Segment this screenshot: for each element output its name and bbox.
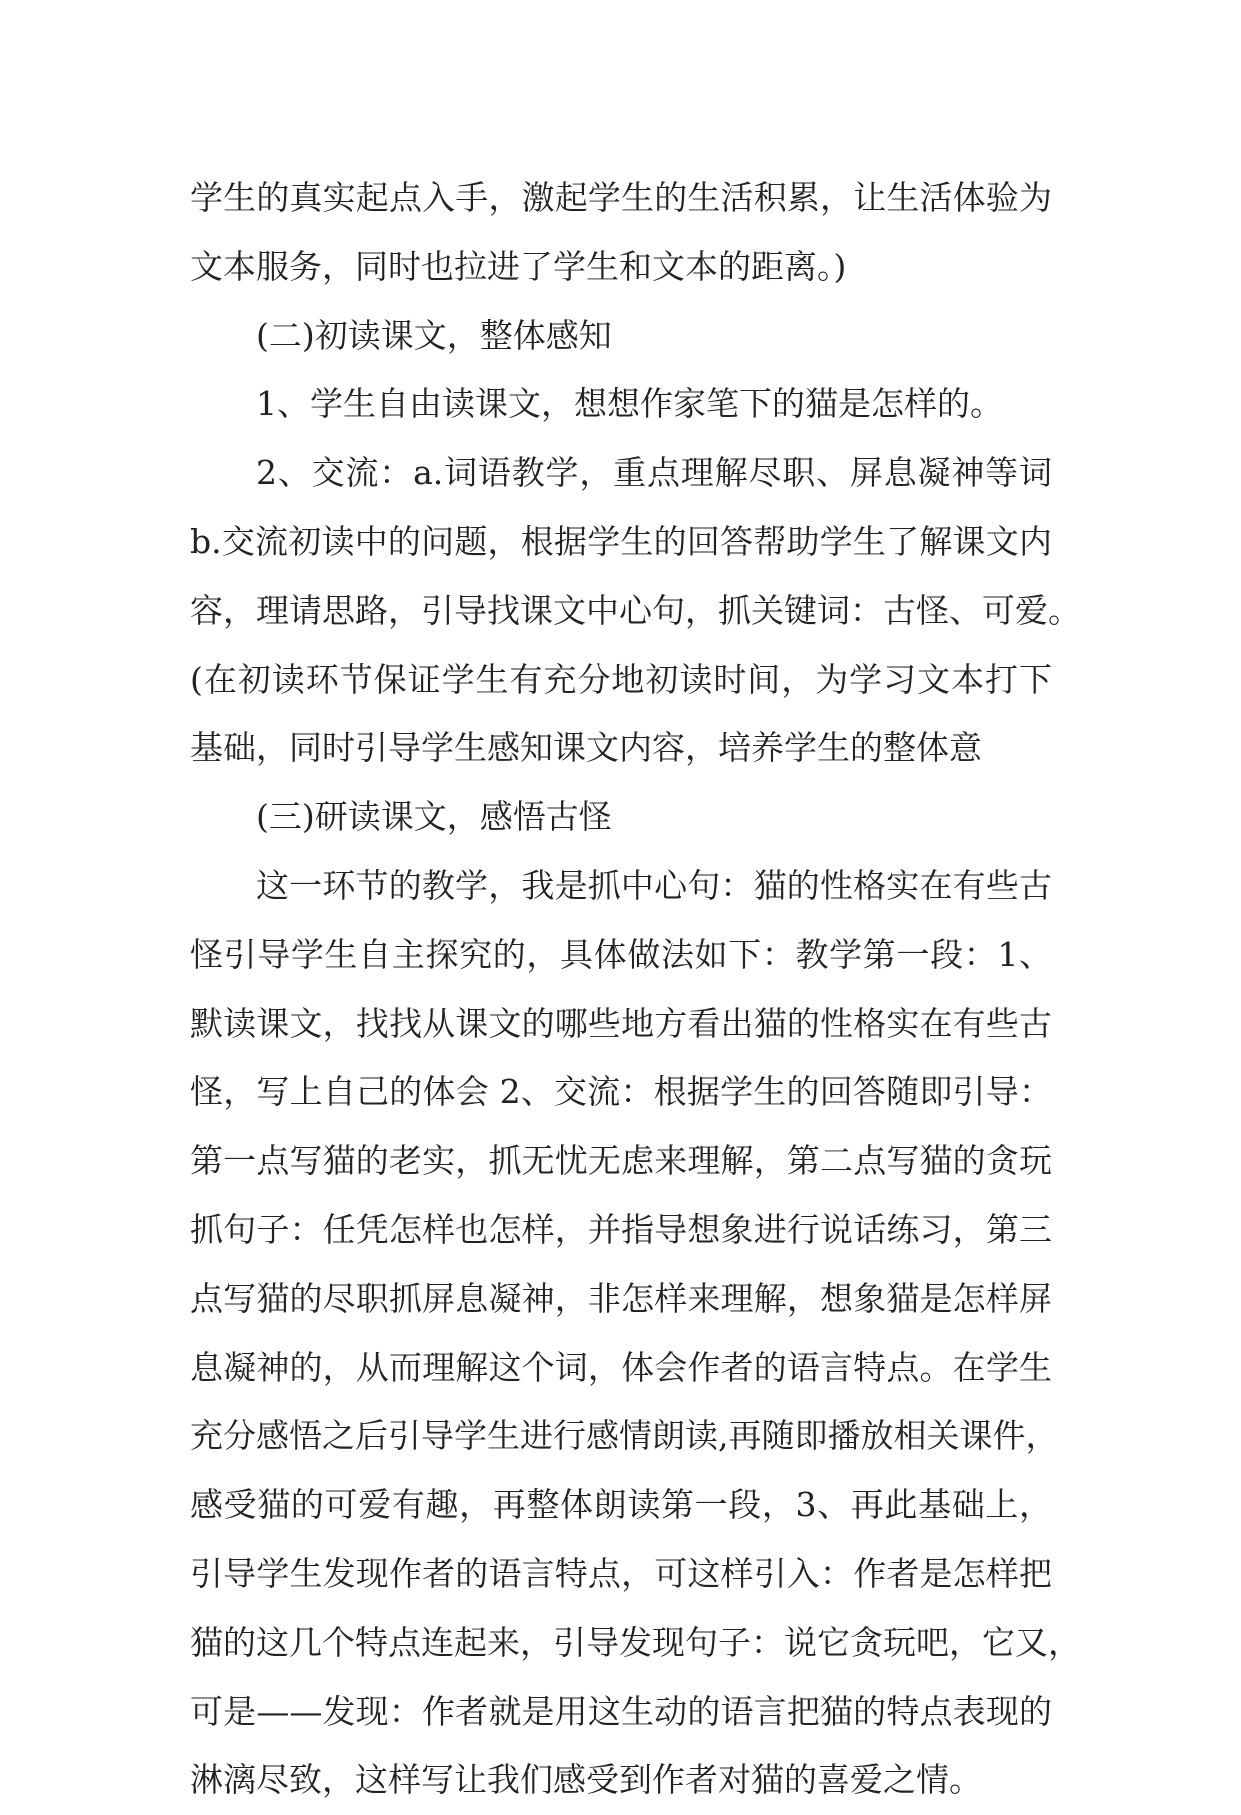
text-line: 息凝神的，从而理解这个词，体会作者的语言特点。在学生 bbox=[190, 1347, 1052, 1387]
text-line: 可是——发现：作者就是用这生动的语言把猫的特点表现的 bbox=[190, 1691, 1052, 1731]
text-line: 基础，同时引导学生感知课文内容，培养学生的整体意 bbox=[190, 728, 982, 768]
text-line: (二)初读课文，整体感知 bbox=[256, 315, 612, 355]
text-line: 1、学生自由读课文，想想作家笔下的猫是怎样的。 bbox=[256, 384, 1003, 424]
text-line: 怪引导学生自主探究的，具体做法如下：教学第一段：1、 bbox=[190, 934, 1052, 974]
text-line: 默读课文，找找从课文的哪些地方看出猫的性格实在有些古 bbox=[190, 1003, 1052, 1043]
text-line: (三)研读课文，感悟古怪 bbox=[256, 797, 612, 837]
text-line: 2、交流：a.词语教学，重点理解尽职、屏息凝神等词 bbox=[256, 453, 1052, 493]
text-line: 感受猫的可爱有趣，再整体朗读第一段，3、再此基础上， bbox=[190, 1485, 1052, 1525]
text-line: 点写猫的尽职抓屏息凝神，非怎样来理解，想象猫是怎样屏 bbox=[190, 1278, 1052, 1318]
text-line: (在初读环节保证学生有充分地初读时间，为学习文本打下 bbox=[190, 659, 1052, 699]
text-line: 充分感悟之后引导学生进行感情朗读,再随即播放相关课件， bbox=[190, 1416, 1059, 1456]
text-line: 第一点写猫的老实，抓无忧无虑来理解，第二点写猫的贪玩 bbox=[190, 1141, 1052, 1181]
text-line: 这一环节的教学，我是抓中心句：猫的性格实在有些古 bbox=[256, 865, 1052, 905]
text-line: 引导学生发现作者的语言特点，可这样引入：作者是怎样把 bbox=[190, 1553, 1052, 1593]
text-line: 学生的真实起点入手，激起学生的生活积累，让生活体验为 bbox=[190, 178, 1052, 217]
text-line: 怪，写上自己的体会 2、交流：根据学生的回答随即引导： bbox=[190, 1072, 1052, 1112]
text-line: 淋漓尽致，这样写让我们感受到作者对猫的喜爱之情。 bbox=[190, 1760, 982, 1800]
text-line: b.交流初读中的问题，根据学生的回答帮助学生了解课文内 bbox=[190, 521, 1052, 561]
text-line: 抓句子：任凭怎样也怎样，并指导想象进行说话练习，第三 bbox=[190, 1209, 1052, 1249]
text-line: 文本服务，同时也拉进了学生和文本的距离。) bbox=[190, 246, 847, 286]
body-text bbox=[190, 164, 1081, 1815]
text-line: 猫的这几个特点连起来，引导发现句子：说它贪玩吧，它又， bbox=[190, 1622, 1081, 1662]
text-line: 容，理请思路，引导找课文中心句，抓关键词：古怪、可爱。 bbox=[190, 590, 1081, 630]
